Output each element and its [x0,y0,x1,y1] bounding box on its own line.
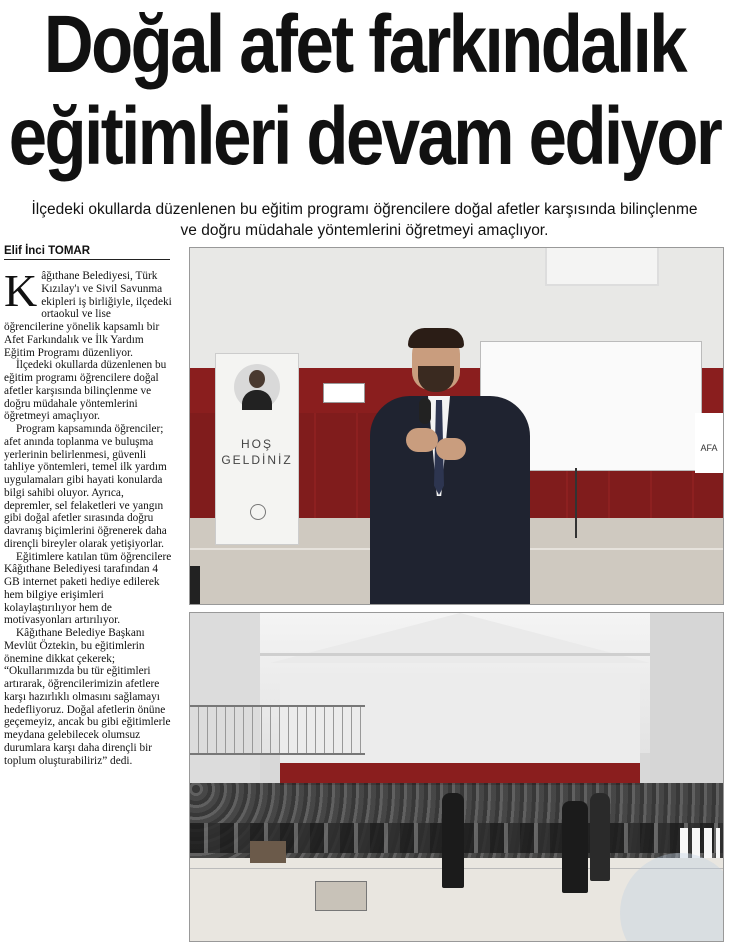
article-paragraph-text: âğıthane Belediyesi, Türk Kızılay'ı ve Sivil Savunma ekipleri iş birliğiyle, ilçedeki ortaokul ve lise öğrencilerine yönelik kapsamlı bir Afet Farkındalık ve İlk Yardım Eğitim Programı düzenliyor. [4,270,172,359]
speaker-suit [370,396,530,604]
welcome-banner [215,353,299,545]
edge-banner: AFA [695,413,723,473]
article-paragraph [4,265,172,359]
staff-figure [562,801,588,893]
photo-audience [189,612,724,942]
basketball-hoop [545,248,659,286]
deck-line-2: ve doğru müdahale yöntemlerini öğretmeyi amaçlıyor. [180,222,549,239]
equipment-box [315,881,367,911]
byline: Elif İnci TOMAR [4,245,170,260]
article-paragraph: Eğitimlere katılan tüm öğrencilere Kâğıthane Belediyesi tarafından 4 GB internet paketi hediye edilerek hem bilgiye erişimleri kolaylaştırılıyor hem de motivasyonları artırılıyor. [4,550,172,627]
balcony-railing [190,705,365,755]
banner-text: HOŞ GELDİNİZ [221,437,293,467]
sign-icon [323,383,365,403]
banner-logo [250,504,266,520]
staff-figure [590,793,610,881]
gym-wall-stripe [280,763,640,785]
deck [0,199,729,241]
headline-line-2: eğitimleri devam ediyor [8,91,721,182]
headline-line-1: Doğal afet farkındalık [43,0,686,90]
article-body [4,265,172,767]
table [250,841,286,863]
microphone-icon [419,398,431,424]
banner-portrait [234,364,280,410]
article-paragraph: İlçedeki okullarda düzenlenen bu eğitim programı öğrencilere doğal afetler karşısında bilinçlenme ve doğru müdahale yöntemlerini öğretmeyi amaçlıyor. [4,359,167,423]
article-paragraph: Kâğıthane Belediye Başkanı Mevlüt Öztekin, bu eğitimlerin önemine dikkat çekerek; “Okullarımızda bu tür eğitimleri artırarak, öğrencilerimizin afetlere karşı hazırlıklı olmasını sağlamayı hedefliyoruz. Doğal afetlerin önüne geçemeyiz, ancak bu gibi eğitimlerle meydana gelebilecek olumsuz durumlara karşı daha dirençli bir toplum oluşturabiliriz” dedi. [4,627,171,767]
drop-cap: K [4,265,38,316]
presenter-figure [442,793,464,888]
article-paragraph: Program kapsamında öğrenciler; afet anında toplanma ve buluşma yerlerinin belirlenmesi, güvenli tahliye yöntemleri, temel ilk yardım uygulamaları gibi hayati konularda bilgi sahibi oluyor. Ayrıca, depremler, sel felaketleri ve yangın gibi doğal afetler sırasında doğru davranış biçimlerini öğrenerek daha dirençli bireyler olarak yetişiyorlar. [4,423,167,550]
deck-line-1: İlçedeki okullarda düzenlenen bu eğitim programı öğrencilere doğal afetler karşısında bilinçlenme [31,201,698,218]
photo-speaker [189,247,724,605]
